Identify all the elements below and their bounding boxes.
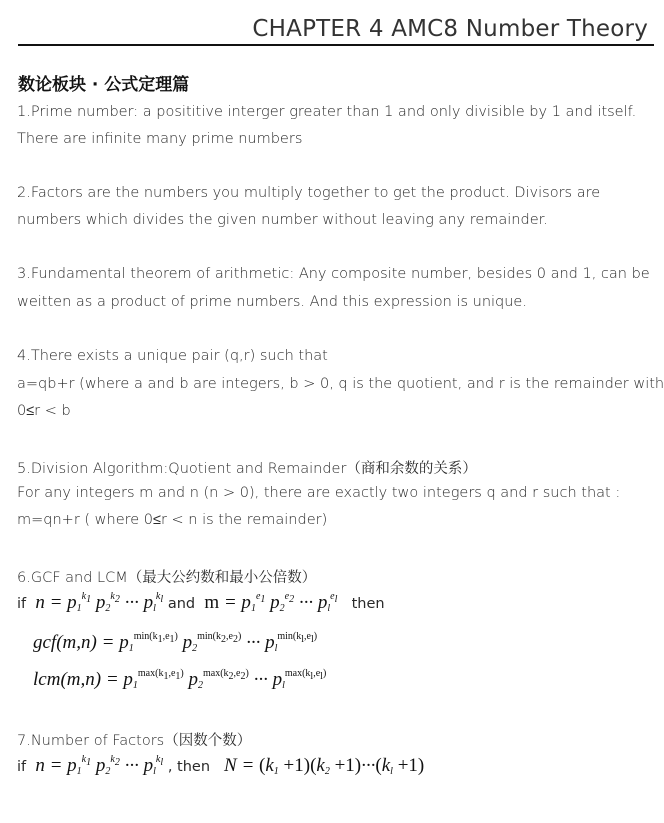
item-4-line-2: a=qb+r (where a and b are integers, b > 0, q is the quotient, and r is the remainder with (17, 376, 664, 392)
item-7-line-1: 7.Number of Factors（因数个数） (17, 733, 252, 749)
if-label: if (17, 596, 27, 612)
item-2-line-2: numbers which divides the given number without leaving any remainder. (17, 212, 548, 228)
item-5-line-1: 5.Division Algorithm:Quotient and Remainder（商和余数的关系） (17, 461, 477, 477)
chapter-title: CHAPTER 4 AMC8 Number Theory (252, 16, 648, 42)
section-title: 数论板块 · 公式定理篇 (18, 75, 190, 95)
item-5-line-2: For any integers m and n (n > 0), there are exactly two integers q and r such that : (17, 485, 621, 501)
n-factorization-formula: $n = p_1^{k_1}$ $p_2^{k_2}$ ··· $p_l^{k_l}$ (30, 591, 164, 614)
then-label-2: , then (167, 759, 211, 775)
number-of-factors-formula: $N = (k_1 +1)(k_2 +1)\cdot\cdot\cdot(k_l +1)$ (214, 755, 425, 777)
item-1-line-2: There are infinite many prime numbers (17, 131, 303, 147)
gcf-formula: $gcf(m,n) = p_1^{min(k_1,e_1)}$ $p_2^{min(k_2,e_2)}$ ··· $p_l^{min(k_l,e_l)}$ (33, 631, 318, 654)
then-label: then (351, 596, 385, 612)
if-label-2: if (17, 759, 27, 775)
item-4-line-1: 4.There exists a unique pair (q,r) such that (17, 348, 328, 364)
lcm-formula: $lcm(m,n) = p_1^{max(k_1,e_1)}$ $p_2^{max(k_2,e_2)}$ ··· $p_l^{max(k_l,e_l)}$ (33, 668, 327, 691)
item-2-line-1: 2.Factors are the numbers you multiply together to get the product. Divisors are (17, 185, 601, 201)
item-7-formula-line (17, 754, 424, 777)
header-divider (18, 44, 654, 46)
item-6-factorization-line (17, 591, 385, 614)
item-4-line-3: 0≤r < b (17, 403, 71, 419)
m-factorization-formula: $m = p_1^{e_1}$ $p_2^{e_2}$ ··· $p_l^{e_l}$ (204, 591, 338, 614)
item-3-line-1: 3.Fundamental theorem of arithmetic: Any composite number, besides 0 and 1, can be (17, 266, 650, 282)
item-6-line-1: 6.GCF and LCM（最大公约数和最小公倍数） (17, 570, 317, 586)
and-label: and (167, 596, 196, 612)
item-5-line-3: m=qn+r ( where 0≤r < n is the remainder) (17, 512, 328, 528)
item-1-line-1: 1.Prime number: a posititive interger greater than 1 and only divisible by 1 and itself. (17, 104, 637, 120)
item-3-line-2: weitten as a product of prime numbers. And this expression is unique. (17, 294, 527, 310)
n-factorization-formula-2: $n = p_1^{k_1}$ $p_2^{k_2}$ ··· $p_l^{k_l}$ (30, 754, 164, 777)
